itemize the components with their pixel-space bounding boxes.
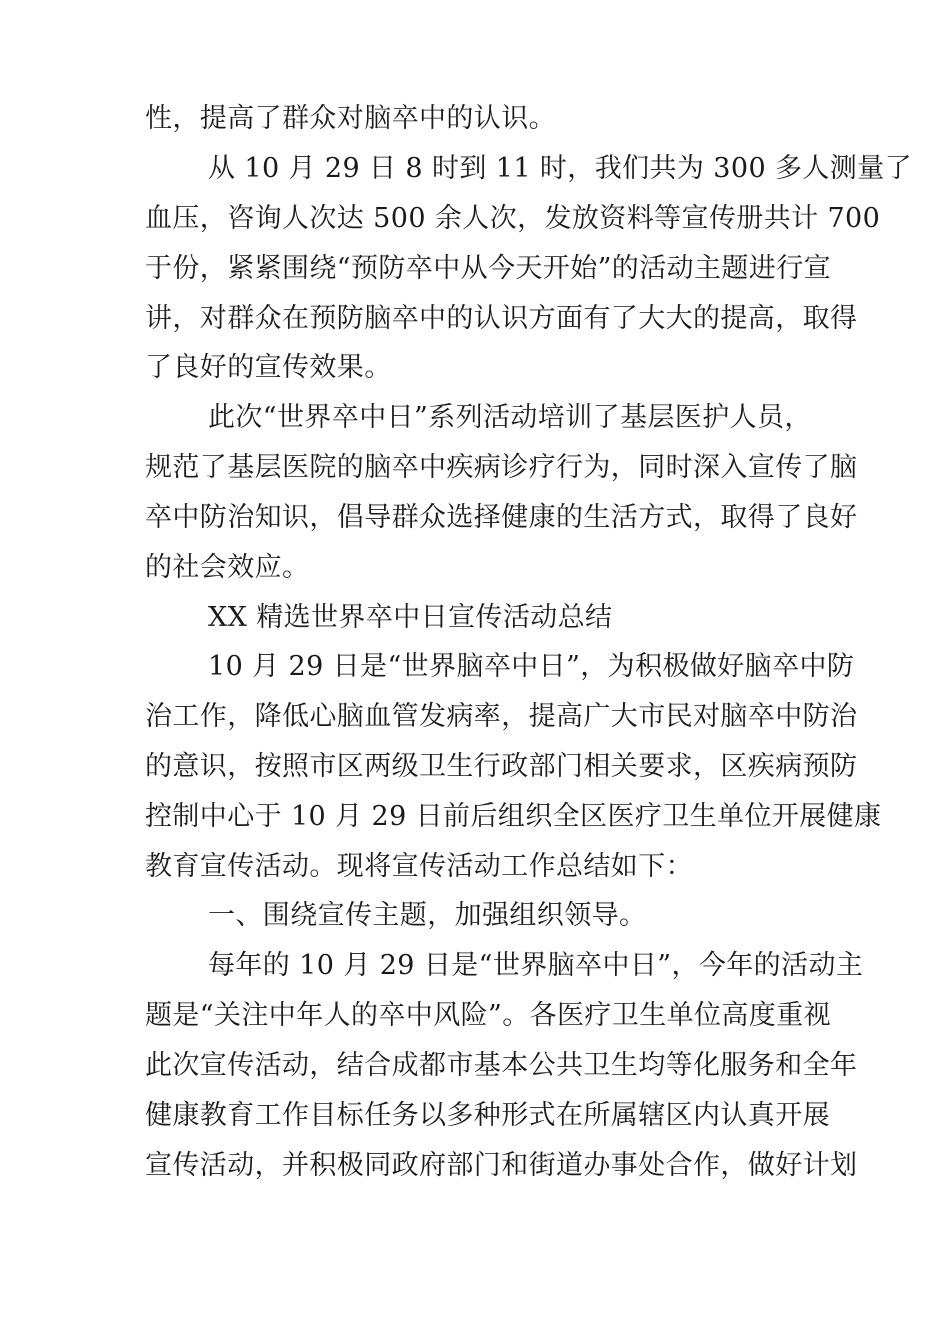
text-line: 规范了基层医院的脑卒中疾病诊疗行为，同时深入宣传了脑 <box>145 452 858 483</box>
text-line: 每年的 10 月 29 日是“世界脑卒中日”，今年的活动主 <box>208 950 864 981</box>
text-line: 的社会效应。 <box>145 552 310 583</box>
text-line: 从 10 月 29 日 8 时到 11 时，我们共为 300 多人测量了 <box>208 153 913 184</box>
section-title: XX 精选世界卒中日宣传活动总结 <box>208 602 613 633</box>
text-line: 了良好的宣传效果。 <box>145 352 392 383</box>
text-line: 教育宣传活动。现将宣传活动工作总结如下： <box>145 851 693 882</box>
text-line: 性，提高了群众对脑卒中的认识。 <box>145 103 556 134</box>
text-line: 此次“世界卒中日”系列活动培训了基层医护人员， <box>208 402 812 433</box>
text-line: 健康教育工作目标任务以多种形式在所属辖区内认真开展 <box>145 1100 830 1131</box>
text-line: 宣传活动，并积极同政府部门和街道办事处合作，做好计划 <box>145 1150 858 1181</box>
text-line: 讲，对群众在预防脑卒中的认识方面有了大大的提高，取得 <box>145 303 858 334</box>
section-heading: 一、围绕宣传主题，加强组织领导。 <box>208 900 647 931</box>
text-line: 此次宣传活动，结合成都市基本公共卫生均等化服务和全年 <box>145 1050 858 1081</box>
text-line: 题是“关注中年人的卒中风险”。各医疗卫生单位高度重视 <box>145 1000 832 1031</box>
text-line: 于份，紧紧围绕“预防卒中从今天开始”的活动主题进行宣 <box>145 253 832 284</box>
text-line: 卒中防治知识，倡导群众选择健康的生活方式，取得了良好 <box>145 502 858 533</box>
text-line: 的意识，按照市区两级卫生行政部门相关要求，区疾病预防 <box>145 751 858 782</box>
text-line: 治工作，降低心脑血管发病率，提高广大市民对脑卒中防治 <box>145 701 858 732</box>
text-line: 控制中心于 10 月 29 日前后组织全区医疗卫生单位开展健康 <box>145 801 882 832</box>
text-line: 血压，咨询人次达 500 余人次，发放资料等宣传册共计 700 <box>145 203 881 234</box>
text-line: 10 月 29 日是“世界脑卒中日”，为积极做好脑卒中防 <box>208 651 855 682</box>
